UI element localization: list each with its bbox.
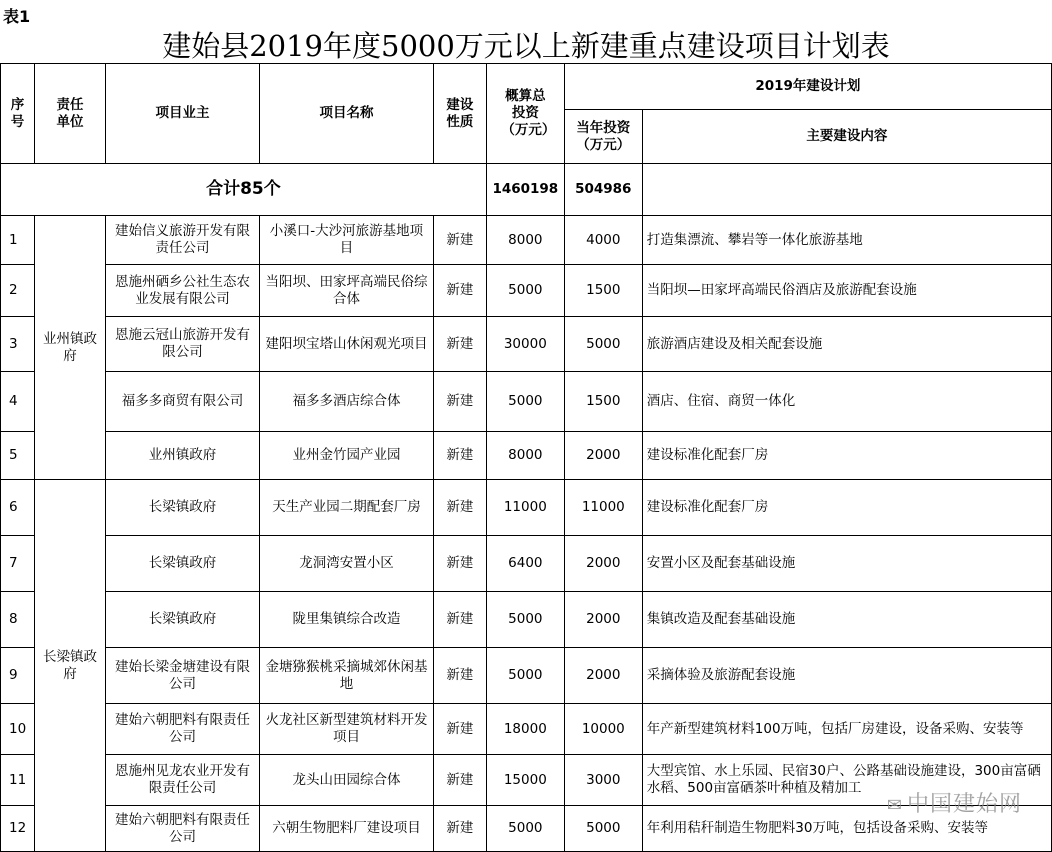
row-content: 大型宾馆、水上乐园、民宿30户、公路基础设施建设，300亩富硒水稻、500亩富硒茶叶种植及精加工 — [642, 755, 1051, 806]
row-budget: 30000 — [486, 317, 564, 372]
table-row — [1, 592, 1052, 648]
unit-cell: 长梁镇政府 — [34, 480, 105, 852]
row-year-invest: 3000 — [564, 755, 642, 806]
header-year-invest: 当年投资（万元） — [564, 110, 642, 164]
wechat-icon: ✉ — [886, 795, 903, 816]
row-owner: 建始长梁金塘建设有限公司 — [105, 648, 259, 704]
row-year-invest: 4000 — [564, 216, 642, 265]
row-owner: 长梁镇政府 — [105, 536, 259, 592]
document-title: 建始县2019年度5000万元以上新建重点建设项目计划表 — [162, 29, 890, 63]
total-year-invest: 504986 — [564, 164, 642, 216]
watermark-text: 中国建始网 — [906, 792, 1022, 817]
row-content: 采摘体验及旅游配套设施 — [642, 648, 1051, 704]
row-nature: 新建 — [433, 755, 486, 806]
header-unit: 责任单位 — [34, 64, 105, 164]
row-name: 天生产业园二期配套厂房 — [259, 480, 433, 536]
row-name: 金塘猕猴桃采摘城郊休闲基地 — [259, 648, 433, 704]
row-name: 龙头山田园综合体 — [259, 755, 433, 806]
row-year-invest: 2000 — [564, 432, 642, 480]
row-budget: 5000 — [486, 592, 564, 648]
row-name: 建阳坝宝塔山休闲观光项目 — [259, 317, 433, 372]
row-nature: 新建 — [433, 216, 486, 265]
row-budget: 5000 — [486, 265, 564, 317]
row-budget: 5000 — [486, 806, 564, 852]
row-year-invest: 1500 — [564, 265, 642, 317]
row-budget: 5000 — [486, 648, 564, 704]
row-nature: 新建 — [433, 592, 486, 648]
table-row — [1, 432, 1052, 480]
row-content: 建设标准化配套厂房 — [642, 432, 1051, 480]
header-seq: 序号 — [1, 64, 35, 164]
row-budget: 8000 — [486, 432, 564, 480]
total-content — [642, 164, 1051, 216]
row-name: 当阳坝、田家坪高端民俗综合体 — [259, 265, 433, 317]
header-plan-group: 2019年建设计划 — [564, 64, 1051, 110]
unit-cell: 业州镇政府 — [34, 216, 105, 480]
row-content: 酒店、住宿、商贸一体化 — [642, 372, 1051, 432]
total-label: 合计85个 — [1, 164, 487, 216]
row-budget: 15000 — [486, 755, 564, 806]
row-name: 陇里集镇综合改造 — [259, 592, 433, 648]
table-row — [1, 480, 1052, 536]
header-row-1 — [1, 64, 1052, 110]
row-seq: 1 — [1, 216, 35, 265]
row-content: 建设标准化配套厂房 — [642, 480, 1051, 536]
row-name: 小溪口-大沙河旅游基地项目 — [259, 216, 433, 265]
header-name: 项目名称 — [259, 64, 433, 164]
row-content: 旅游酒店建设及相关配套设施 — [642, 317, 1051, 372]
row-name: 业州金竹园产业园 — [259, 432, 433, 480]
row-owner: 业州镇政府 — [105, 432, 259, 480]
row-content: 年产新型建筑材料100万吨，包括厂房建设，设备采购、安装等 — [642, 704, 1051, 755]
row-nature: 新建 — [433, 536, 486, 592]
row-owner: 建始六朝肥料有限责任公司 — [105, 806, 259, 852]
total-budget: 1460198 — [486, 164, 564, 216]
row-budget: 11000 — [486, 480, 564, 536]
row-year-invest: 2000 — [564, 592, 642, 648]
row-owner: 长梁镇政府 — [105, 480, 259, 536]
row-owner: 恩施云冠山旅游开发有限公司 — [105, 317, 259, 372]
row-budget: 5000 — [486, 372, 564, 432]
header-budget: 概算总投资（万元） — [486, 64, 564, 164]
row-content: 年利用秸秆制造生物肥料30万吨，包括设备采购、安装等 — [642, 806, 1051, 852]
row-nature: 新建 — [433, 704, 486, 755]
row-seq: 8 — [1, 592, 35, 648]
row-content: 安置小区及配套基础设施 — [642, 536, 1051, 592]
row-content: 集镇改造及配套基础设施 — [642, 592, 1051, 648]
row-name: 火龙社区新型建筑材料开发项目 — [259, 704, 433, 755]
row-nature: 新建 — [433, 432, 486, 480]
header-owner: 项目业主 — [105, 64, 259, 164]
row-owner: 恩施州见龙农业开发有限责任公司 — [105, 755, 259, 806]
header-content: 主要建设内容 — [642, 110, 1051, 164]
row-seq: 2 — [1, 265, 35, 317]
row-year-invest: 5000 — [564, 806, 642, 852]
row-content: 当阳坝—田家坪高端民俗酒店及旅游配套设施 — [642, 265, 1051, 317]
row-nature: 新建 — [433, 648, 486, 704]
row-name: 六朝生物肥料厂建设项目 — [259, 806, 433, 852]
row-seq: 11 — [1, 755, 35, 806]
row-budget: 18000 — [486, 704, 564, 755]
row-nature: 新建 — [433, 806, 486, 852]
row-nature: 新建 — [433, 372, 486, 432]
table-row — [1, 704, 1052, 755]
row-seq: 12 — [1, 806, 35, 852]
row-budget: 6400 — [486, 536, 564, 592]
row-year-invest: 2000 — [564, 536, 642, 592]
table-label: 表1 — [3, 7, 31, 26]
table-row — [1, 536, 1052, 592]
row-nature: 新建 — [433, 317, 486, 372]
row-content: 打造集漂流、攀岩等一体化旅游基地 — [642, 216, 1051, 265]
row-year-invest: 10000 — [564, 704, 642, 755]
table-row — [1, 372, 1052, 432]
project-plan-table — [0, 63, 1052, 852]
row-owner: 建始六朝肥料有限责任公司 — [105, 704, 259, 755]
total-row — [1, 164, 1052, 216]
row-year-invest: 1500 — [564, 372, 642, 432]
row-seq: 6 — [1, 480, 35, 536]
table-row — [1, 317, 1052, 372]
row-budget: 8000 — [486, 216, 564, 265]
row-year-invest: 5000 — [564, 317, 642, 372]
row-owner: 建始信义旅游开发有限责任公司 — [105, 216, 259, 265]
row-name: 福多多酒店综合体 — [259, 372, 433, 432]
row-seq: 5 — [1, 432, 35, 480]
watermark — [887, 787, 1022, 818]
header-nature: 建设性质 — [433, 64, 486, 164]
table-row — [1, 216, 1052, 265]
row-name: 龙洞湾安置小区 — [259, 536, 433, 592]
row-seq: 3 — [1, 317, 35, 372]
row-seq: 9 — [1, 648, 35, 704]
table-row — [1, 648, 1052, 704]
row-owner: 福多多商贸有限公司 — [105, 372, 259, 432]
row-owner: 恩施州硒乡公社生态农业发展有限公司 — [105, 265, 259, 317]
row-seq: 4 — [1, 372, 35, 432]
row-nature: 新建 — [433, 265, 486, 317]
row-year-invest: 11000 — [564, 480, 642, 536]
row-seq: 10 — [1, 704, 35, 755]
table-row — [1, 265, 1052, 317]
row-seq: 7 — [1, 536, 35, 592]
row-nature: 新建 — [433, 480, 486, 536]
row-owner: 长梁镇政府 — [105, 592, 259, 648]
row-year-invest: 2000 — [564, 648, 642, 704]
